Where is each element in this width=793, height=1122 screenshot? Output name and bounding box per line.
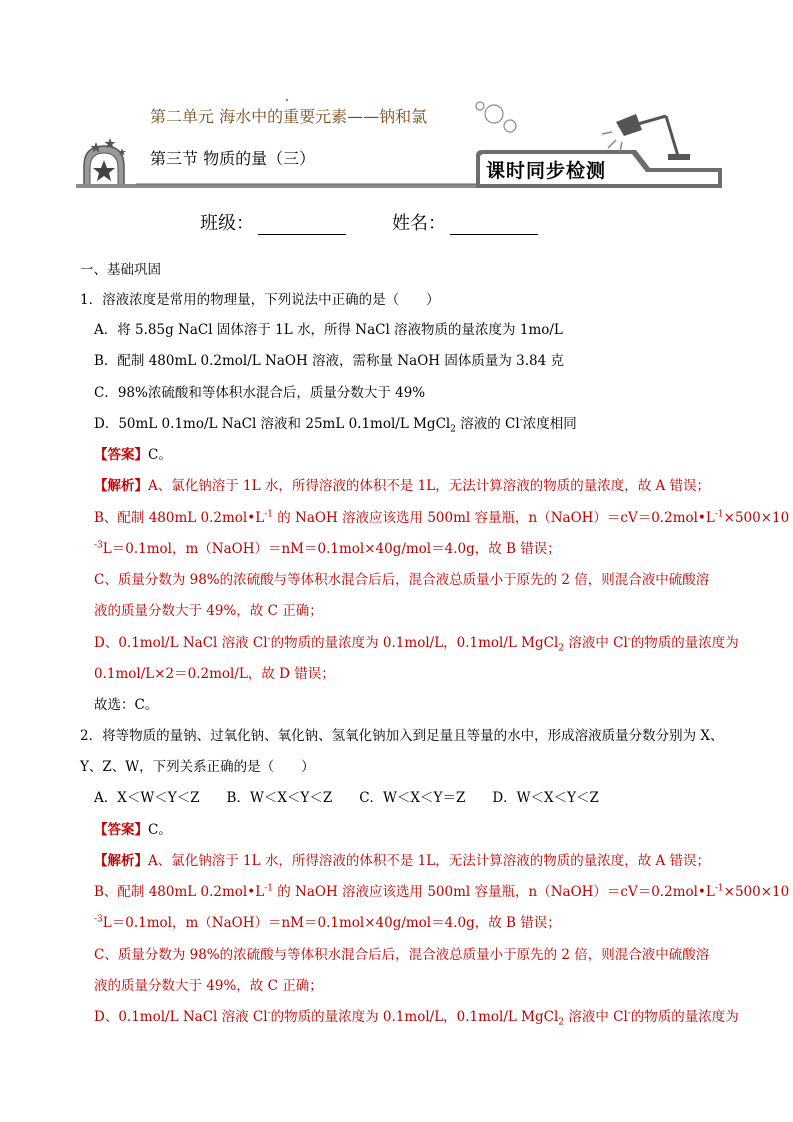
analysis-label: 【解析】: [94, 853, 148, 869]
q2-answer: 【答案】C。: [94, 822, 172, 838]
q2-analysis-b1: B、配制 480mL $0.2mol•L^{-1}$ 的 NaOH 溶液应该选用 500ml 容量瓶，$n(NaOH)=cV=0.2mol•L^{-1}\times 500\times 10$: [94, 883, 790, 900]
q2-analysis-a: 【解析】A、氯化钠溶于 1L 水，所得溶液的体积不是 1L，无法计算溶液的物质的量浓度，故 A 错误；: [94, 853, 711, 869]
q1-option-b: B．配制 480mL 0.2mol/L NaOH 溶液，需称量 NaOH 固体质量为 3.84 克: [94, 353, 564, 369]
q1-analysis-c2: 液的质量分数大于 49%，故 C 正确；: [94, 603, 323, 619]
q2-options: A．X＜W＜Y＜Z B．W＜X＜Y＜Z C．W＜X＜Y＝Z D．W＜X＜Y＜Z: [94, 790, 599, 806]
q1-conclusion: 故选：C。: [94, 697, 159, 713]
q1-analysis-d2: 0.1mol/L×2＝0.2mol/L，故 D 错误；: [94, 666, 335, 682]
class-blank: [258, 216, 346, 235]
q2-stem-1: 2．将等物质的量钠、过氧化钠、氧化钠、氢氧化钠加入到足量且等量的水中，形成溶液质量分数分别为 X、: [80, 728, 724, 744]
q2-analysis-b2: $^{-3}$L＝0.1mol，m（NaOH）＝nM＝0.1mol×40g/mol＝4.0g，故 B 错误；: [94, 914, 561, 931]
q1-stem: 1．溶液浓度是常用的物理量，下列说法中正确的是（ ）: [80, 292, 440, 308]
name-label: 姓名：: [392, 213, 446, 234]
answer-label: 【答案】: [94, 447, 148, 463]
q2-stem-2: Y、Z、W，下列关系正确的是（ ）: [80, 759, 315, 775]
q1-option-d: D．50mL 0.1mo/L NaCl 溶液和 25mL 0.1mol/L MgCl$_2$ 溶液的 Cl-浓度相同: [94, 415, 577, 435]
q1-analysis-b1: B、配制 480mL $0.2mol•L^{-1}$ 的 NaOH 溶液应该选用 500ml 容量瓶，$n(NaOH)=cV=0.2mol•L^{-1}\times 500\times 10$: [94, 509, 790, 526]
star-badge-icon: [84, 138, 126, 186]
q2-analysis-d1: D、0.1mol/L NaCl 溶液 Cl-的物质的量浓度为 0.1mol/L，0.1mol/L MgCl$_2$ 溶液中 Cl-的物质的量浓度为: [94, 1008, 739, 1028]
answer-label: 【答案】: [94, 822, 148, 838]
q1-analysis-d1: D、0.1mol/L NaCl 溶液 Cl-的物质的量浓度为 0.1mol/L，0.1mol/L MgCl$_2$ 溶液中 Cl-的物质的量浓度为: [94, 634, 739, 654]
section-title: 第三节 物质的量（三）: [150, 149, 316, 168]
q1-answer: 【答案】C。: [94, 447, 172, 463]
unit-title: 第二单元 海水中的重要元素——钠和氯: [150, 107, 428, 126]
q1-analysis-a: 【解析】A、氯化钠溶于 1L 水，所得溶液的体积不是 1L，无法计算溶液的物质的量浓度，故 A 错误；: [94, 478, 711, 494]
q2-analysis-c2: 液的质量分数大于 49%，故 C 正确；: [94, 978, 323, 994]
banner-label: 课时同步检测: [486, 160, 607, 182]
analysis-label: 【解析】: [94, 478, 148, 494]
section-heading: 一、基础巩固: [80, 262, 161, 278]
q1-analysis-b2: $^{-3}$L＝0.1mol，m（NaOH）＝nM＝0.1mol×40g/mol＝4.0g，故 B 错误；: [94, 540, 561, 557]
name-blank: [450, 216, 538, 235]
bubbles-icon: [476, 102, 516, 132]
q2-analysis-c1: C、质量分数为 98%的浓硫酸与等体积水混合后后，混合液总质量小于原先的 2 倍，则混合液中硫酸溶: [94, 947, 710, 963]
class-field: [200, 209, 346, 235]
q1-option-a: A．将 5.85g NaCl 固体溶于 1L 水，所得 NaCl 溶液物质的量浓度为 1mo/L: [94, 322, 563, 338]
q1-analysis-c1: C、质量分数为 98%的浓硫酸与等体积水混合后后，混合液总质量小于原先的 2 倍，则混合液中硫酸溶: [94, 572, 710, 588]
q1-option-c: C．98%浓硫酸和等体积水混合后，质量分数大于 49%: [94, 385, 426, 401]
class-label: 班级：: [200, 213, 254, 234]
name-field: [392, 209, 538, 235]
